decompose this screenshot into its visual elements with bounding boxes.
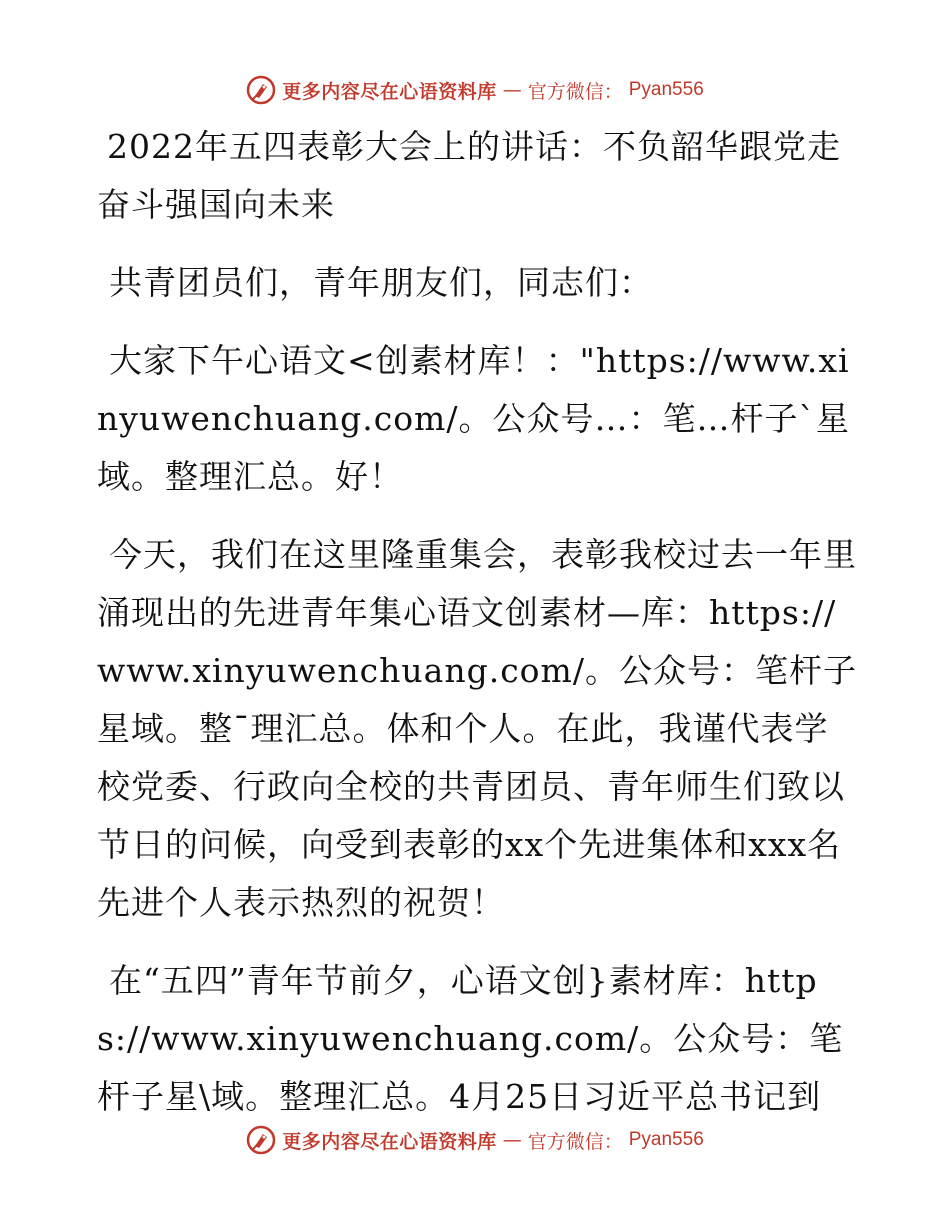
footer-watermark-banner xyxy=(0,1120,950,1160)
paragraph-hello: 大家下午心语文<创素材库！："https://www.xinyuwenchuang.com/。公众号…：笔…杆子`星域。整理汇总。好！ xyxy=(97,341,850,496)
pen-nib-logo-icon xyxy=(246,75,276,105)
banner-dash: — xyxy=(502,79,522,101)
header-watermark-banner xyxy=(0,70,950,110)
paragraph-greeting: 共青团员们，青年朋友们，同志们： xyxy=(109,263,653,302)
paragraph-may-fourth: 在“五四”青年节前夕，心语文创}素材库：https://www.xinyuwenchuang.com/。公众号：笔杆子星\域。整理汇总。4月25日习近平总书记到 xyxy=(97,961,844,1116)
banner-text: 更多内容尽在心语资料库 xyxy=(282,80,497,103)
pen-nib-logo-icon xyxy=(246,1125,276,1155)
document-title: 2022年五四表彰大会上的讲话：不负韶华跟党走奋斗强国向未来 xyxy=(97,127,841,224)
banner-handle: Pyan556 xyxy=(628,79,704,100)
paragraph-today: 今天，我们在这里隆重集会，表彰我校过去一年里涌现出的先进青年集心语文创素材—库：https://www.xinyuwenchuang.com/。公众号：笔杆子星域。整¯理汇总。体和个人。在此，我谨代表学校党委、行政向全校的共青团员、青年师生们致以节日的问候，向受到表彰的xx个先进集体和xxx名先进个人表示热烈的祝贺！ xyxy=(97,535,857,922)
banner-wechat-label: 官方微信： xyxy=(527,1130,623,1153)
banner-wechat-label: 官方微信： xyxy=(527,80,623,103)
banner-text: 更多内容尽在心语资料库 xyxy=(282,1130,497,1153)
banner-handle: Pyan556 xyxy=(628,1129,704,1150)
banner-dash: — xyxy=(502,1129,522,1151)
document-body xyxy=(97,118,857,1146)
